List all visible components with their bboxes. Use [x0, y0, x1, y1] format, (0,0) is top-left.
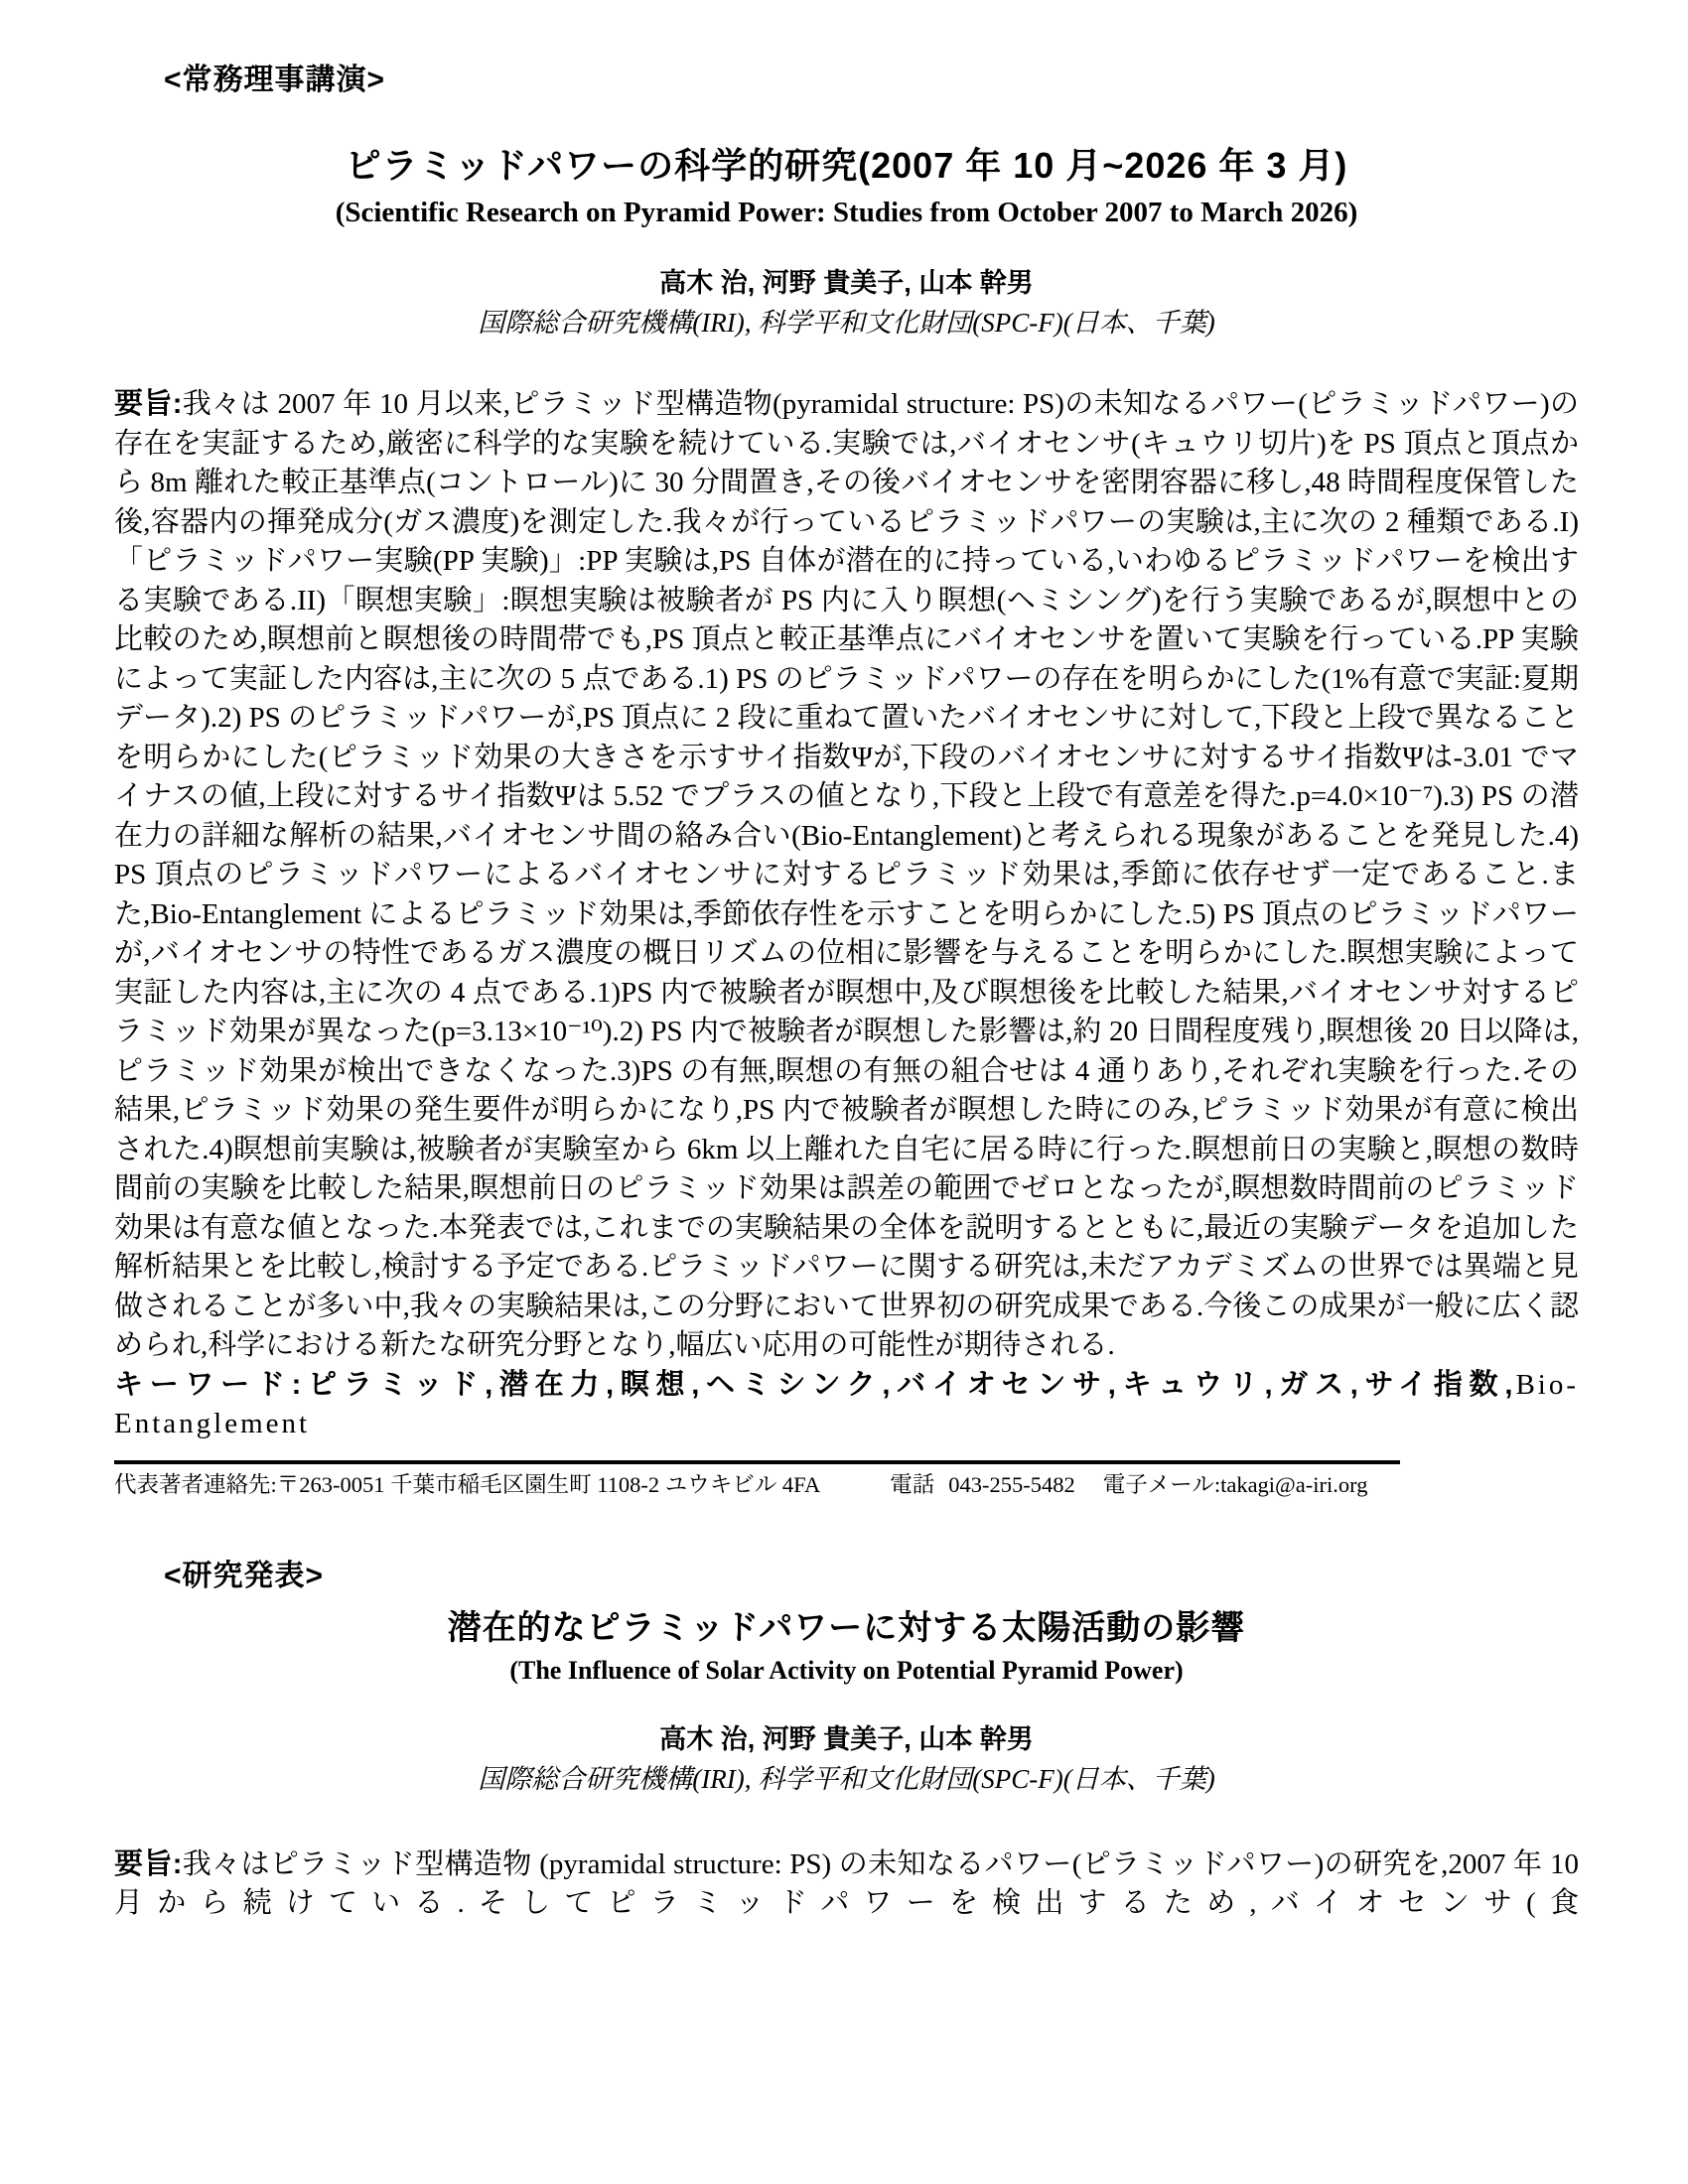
- section2-tag: <研究発表>: [164, 1559, 325, 1592]
- contact-email-label: 電子メール:: [1102, 1471, 1221, 1497]
- section2-abstract-label: 要旨:: [114, 1847, 183, 1880]
- section2-title: 潜在的なピラミッドパワーに対する太陽活動の影響: [447, 1608, 1246, 1647]
- section2-abstract-text: 我々はピラミッド型構造物 (pyramidal structure: PS) の未知なるパワー(ピラミッドパワー)の研究を,2007 年 10 月から続けている.そしてピラミッドパワーを検出するため,バイオセンサ(食: [114, 1847, 1579, 1919]
- keywords-label: キーワード:: [114, 1368, 305, 1401]
- contact-line: [114, 1470, 1579, 1500]
- contact-address: 代表著者連絡先:〒263-0051 千葉市稲毛区園生町 1108-2 ユウキビル 4FA: [114, 1471, 821, 1497]
- contact-email-address: takagi@a-iri.org: [1220, 1471, 1368, 1497]
- section2-title-en: (The Influence of Solar Activity on Potential Pyramid Power): [509, 1655, 1184, 1685]
- contact-phone-number: 043-255-5482: [948, 1471, 1075, 1497]
- section1-keywords: [114, 1366, 1579, 1444]
- footnote-divider: [114, 1460, 1400, 1464]
- contact-phone-label: 電話: [890, 1471, 935, 1497]
- section2-affiliation: 国際総合研究機構(IRI), 科学平和文化財団(SPC-F)(日本、千葉): [478, 1763, 1215, 1794]
- section1-title-en: (Scientific Research on Pyramid Power: Studies from October 2007 to March 2026): [335, 197, 1358, 228]
- section1-abstract-text: 我々は 2007 年 10 月以来,ピラミッド型構造物(pyramidal structure: PS)の未知なるパワー(ピラミッドパワー)の存在を実証するため,厳密に科学的な実験を続けている.実験では,バイオセンサ(キュウリ切片)を PS 頂点と頂点から 8m 離れた較正基準点(コントロール)に 30 分間置き,その後バイオセンサを密閉容器に移し,48 時間程度保管した後,容器内の揮発成分(ガス濃度)を測定した.我々が行っているピラミッドパワーの実験は,主に次の 2 種類である.I)「ピラミッドパワー実験(PP 実験)」:PP 実験は,PS 自体が潜在的に持っている,いわゆるピラミッドパワーを検出する実験である.II)「瞑想実験」:瞑想実験は被験者が PS 内に入り瞑想(ヘミシング)を行う実験であるが,瞑想中との比較のため,瞑想前と瞑想後の時間帯でも,PS 頂点と較正基準点にバイオセンサを置いて実験を行っている.PP 実験によって実証した内容は,主に次の 5 点である.1) PS のピラミッドパワーの存在を明らかにした(1%有意で実証:夏期データ).2) PS のピラミッドパワーが,PS 頂点に 2 段に重ねて置いたバイオセンサに対して,下段と上段で異なることを明らかにした(ピラミッド効果の大きさを示すサイ指数Ψが,下段のバイオセンサに対するサイ指数Ψは-3.01 でマイナスの値,上段に対するサイ指数Ψは 5.52 でプラスの値となり,下段と上段で有意差を得た.p=4.0×10⁻⁷).3) PS の潜在力の詳細な解析の結果,バイオセンサ間の絡み合い(Bio-Entanglement)と考えられる現象があることを発見した.4) PS 頂点のピラミッドパワーによるバイオセンサに対するピラミッド効果は,季節に依存せず一定であること.また,Bio-Entanglement によるピラミッド効果は,季節依存性を示すことを明らかにした.5) PS 頂点のピラミッドパワーが,バイオセンサの特性であるガス濃度の概日リズムの位相に影響を与えることを明らかにした.瞑想実験によって実証した内容は,主に次の 4 点である.1)PS 内で被験者が瞑想中,及び瞑想後を比較した結果,バイオセンサ対するピラミッド効果が異なった(p=3.13×10⁻¹⁰).2) PS 内で被験者が瞑想した影響は,約 20 日間程度残り,瞑想後 20 日以降は,ピラミッド効果が検出できなくなった.3)PS の有無,瞑想の有無の組合せは 4 通りあり,それぞれ実験を行った.その結果,ピラミッド効果の発生要件が明らかになり,PS 内で被験者が瞑想した時にのみ,ピラミッド効果が有意に検出された.4)瞑想前実験は,被験者が実験室から 6km 以上離れた自宅に居る時に行った.瞑想前日の実験と,瞑想の数時間前の実験を比較した結果,瞑想前日のピラミッド効果は誤差の範囲でゼロとなったが,瞑想数時間前のピラミッド効果は有意な値となった.本発表では,これまでの実験結果の全体を説明するとともに,最近の実験データを追加した解析結果とを比較し,検討する予定である.ピラミッドパワーに関する研究は,未だアカデミズムの世界では異端と見做されることが多い中,我々の実験結果は,この分野において世界初の研究成果である.今後この成果が一般に広く認められ,科学における新たな研究分野となり,幅広い応用の可能性が期待される.: [114, 388, 1579, 1361]
- section1-abstract: [114, 385, 1579, 1366]
- section1-abstract-label: 要旨:: [114, 388, 183, 420]
- keywords-english: Bio-Entanglement: [114, 1368, 1579, 1439]
- section1-affiliation: 国際総合研究機構(IRI), 科学平和文化財団(SPC-F)(日本、千葉): [478, 308, 1215, 338]
- section1-tag: <常務理事講演>: [164, 64, 386, 96]
- section1-title: ピラミッドパワーの科学的研究(2007 年 10 月~2026 年 3 月): [345, 145, 1348, 186]
- section1-authors: 高木 治, 河野 貴美子, 山本 幹男: [659, 268, 1034, 298]
- section2-abstract: [114, 1845, 1579, 1924]
- keywords-japanese: ピラミッド,潜在力,瞑想,ヘミシンク,バイオセンサ,キュウリ,ガス,サイ指数,: [304, 1368, 1516, 1401]
- section2-authors: 高木 治, 河野 貴美子, 山本 幹男: [659, 1723, 1034, 1754]
